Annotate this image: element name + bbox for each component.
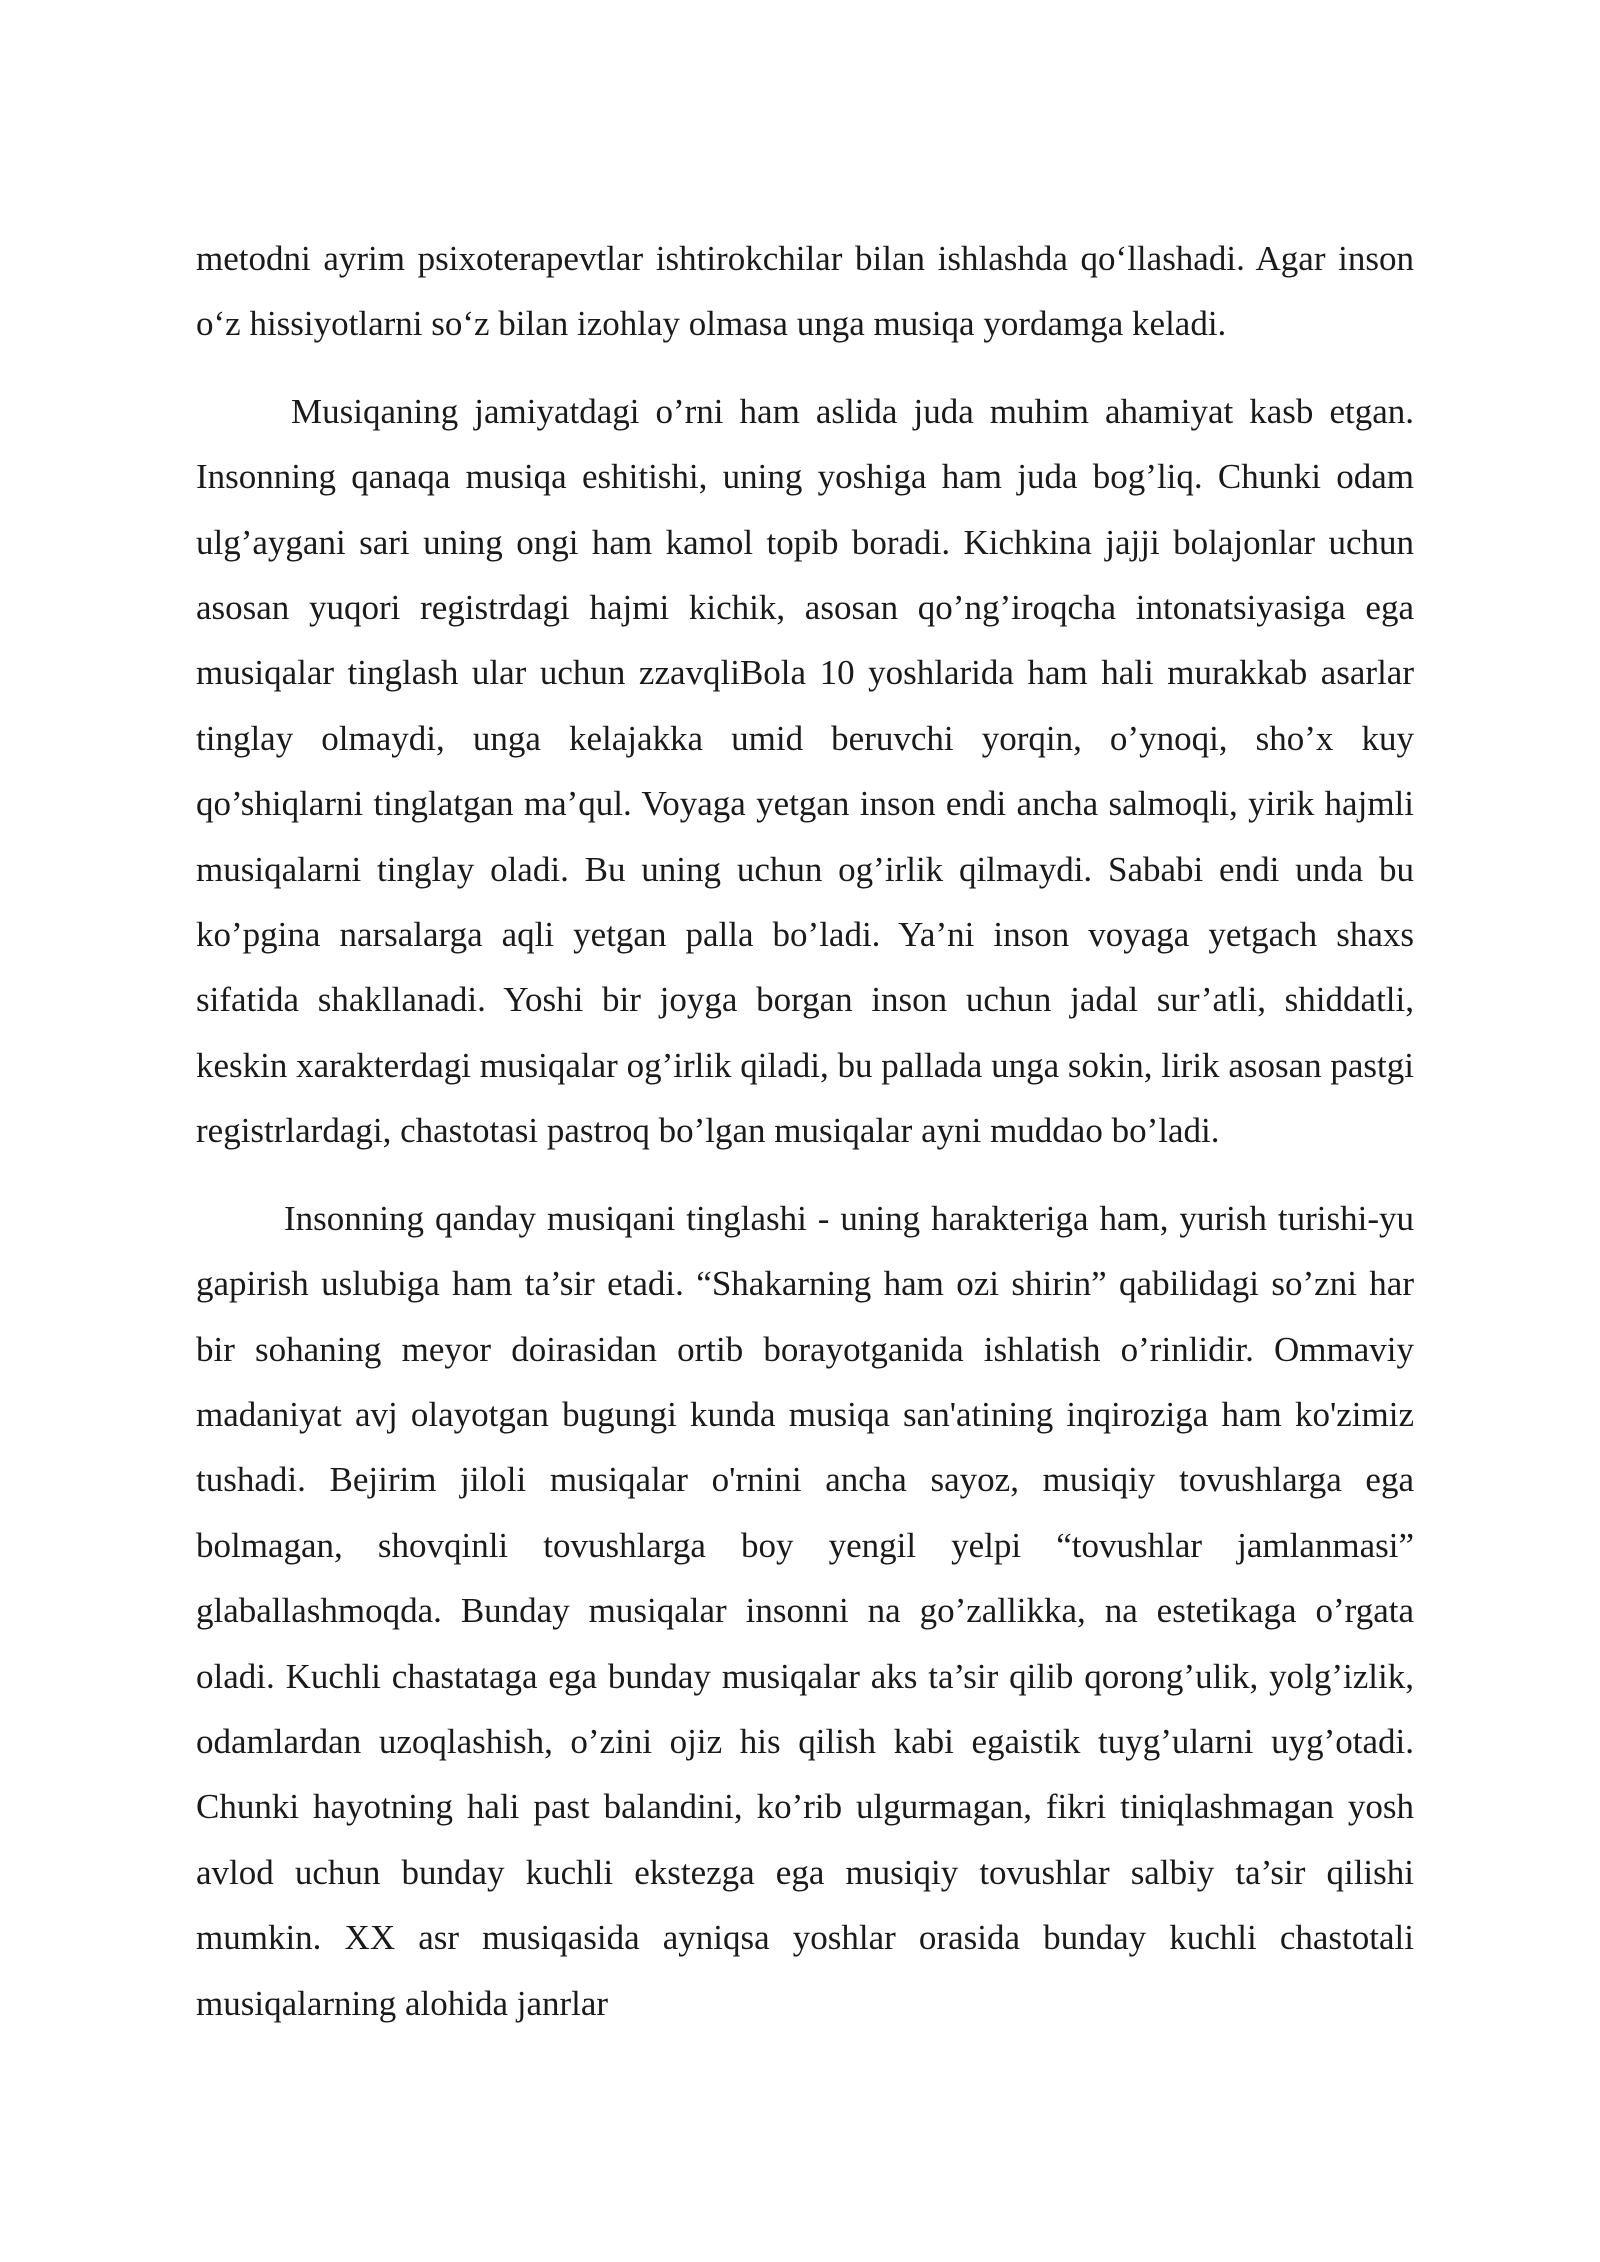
paragraph-3: Insonning qanday musiqani tinglashi - uning harakteriga ham, yurish turishi-yu gapirish uslubiga ham ta’sir etadi. “Shakarning ham ozi shirin” qabilidagi so’zni har bir sohaning meyor doirasidan ortib borayotganida ishlatish o’rinlidir. Ommaviy madaniyat avj olayotgan bugungi kunda musiqa san'atining inqiroziga ham ko'zimiz tushadi. Bejirim jiloli musiqalar o'rnini ancha sayoz, musiqiy tovushlarga ega bolmagan, shovqinli tovushlarga boy yengil yelpi “tovushlar jamlanmasi” glaballashmoqda. Bunday musiqalar insonni na go’zallikka, na estetikaga o’rgata oladi. Kuchli chastataga ega bunday musiqalar aks ta’sir qilib qorong’ulik, yolg’izlik, odamlardan uzoqlashish, o’zini ojiz his qilish kabi egaistik tuyg’ularni uyg’otadi. Chunki hayotning hali past balandini, ko’rib ulgurmagan, fikri tiniqlashmagan yosh avlod uchun bunday kuchli ekstezga ega musiqiy tovushlar salbiy ta’sir qilishi mumkin. XX asr musiqasida ayniqsa yoshlar orasida bunday kuchli chastotali musiqalarning alohida janrlar <box>196 1198 1414 2023</box>
paragraph-2: Musiqaning jamiyatdagi o’rni ham aslida juda muhim ahamiyat kasb etgan. Insonning qanaqa musiqa eshitishi, uning yoshiga ham juda bog’liq. Chunki odam ulg’aygani sari uning ongi ham kamol topib boradi. Kichkina jajji bolajonlar uchun asosan yuqori registrdagi hajmi kichik, asosan qo’ng’iroqcha intonatsiyasiga ega musiqalar tinglash ular uchun zzavqliBola 10 yoshlarida ham hali murakkab asarlar tinglay olmaydi, unga kelajakka umid beruvchi yorqin, o’ynoqi, sho’x kuy qo’shiqlarni tinglatgan ma’qul. Voyaga yetgan inson endi ancha salmoqli, yirik hajmli musiqalarni tinglay oladi. Bu uning uchun og’irlik qilmaydi. Sababi endi unda bu ko’pgina narsalarga aqli yetgan palla bo’ladi. Ya’ni inson voyaga yetgach shaxs sifatida shakllanadi. Yoshi bir joyga borgan inson uchun jadal sur’atli, shiddatli, keskin xarakterdagi musiqalar og’irlik qiladi, bu pallada unga sokin, lirik asosan pastgi registrlardagi, chastotasi pastroq bo’lgan musiqalar ayni muddao bo’ladi. <box>196 391 1414 1151</box>
document-page <box>196 226 1414 2036</box>
paragraph-1: metodni ayrim psixoterapevtlar ishtirokchilar bilan ishlashda qo‘llashadi. Agar inson o‘z hissiyotlarni so‘z bilan izohlay olmasa unga musiqa yordamga keladi. <box>196 239 1414 344</box>
